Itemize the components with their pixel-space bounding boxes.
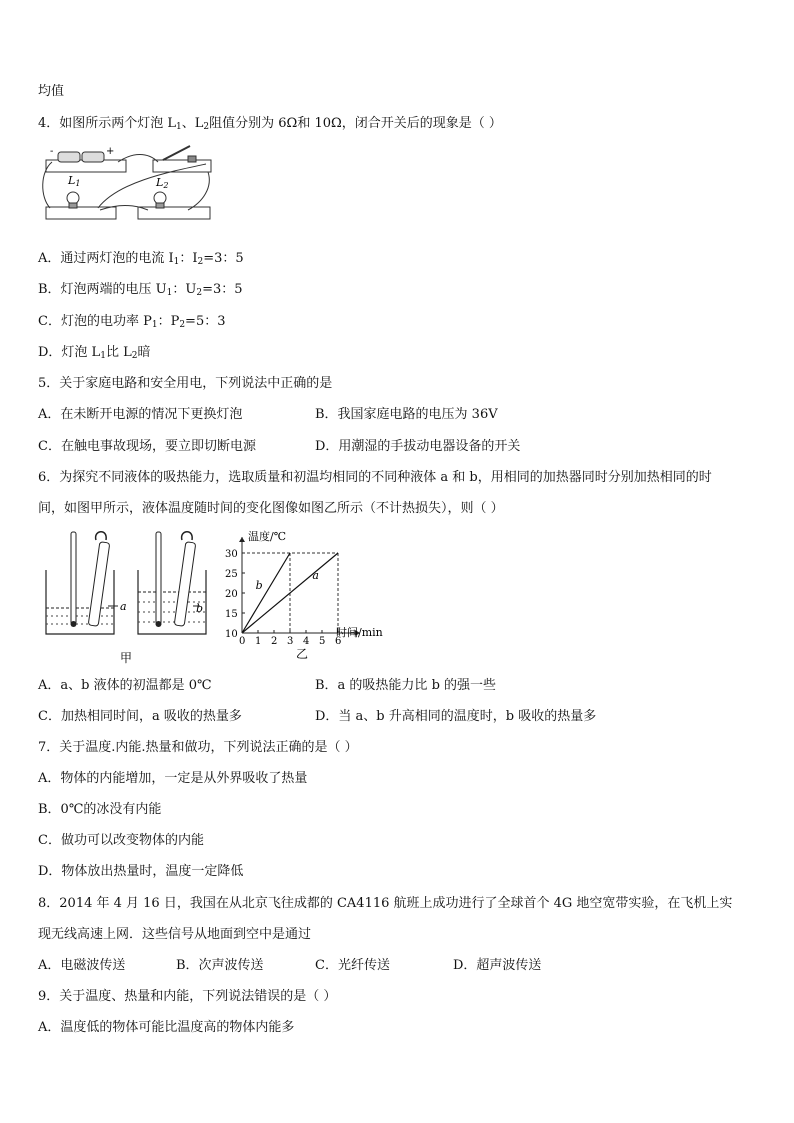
x-tick-label: 5: [319, 636, 326, 647]
q5-option-d: D．用潮湿的手拔动电器设备的开关: [315, 439, 521, 454]
battery-cell-2: [82, 152, 104, 162]
thermometer-b-bulb: [156, 621, 162, 627]
q4-stem-mid: 、L: [181, 116, 204, 131]
x-tick-label: 2: [271, 636, 278, 647]
q4-option-b: B．灯泡两端的电压 $U_1$：$U_2=3$：5: [38, 282, 243, 298]
q4-stem-pre: 4．如图所示两个灯泡 L: [38, 116, 177, 131]
switch-contact: [188, 156, 196, 162]
q8-stem-line-1: 8．2014 年 4 月 16 日，我国在从北京飞往成都的 CA4116 航班上成功进行了全球首个 4G 地空宽带实验，在飞机上实: [38, 896, 733, 911]
q7-option-d: D．物体放出热量时，温度一定降低: [38, 864, 244, 879]
q4-circuit-figure: [38, 142, 218, 242]
x-tick-label: 1: [255, 636, 262, 647]
q4-option-c: C．灯泡的电功率 $P_1$：$P_2=5$：3: [38, 314, 226, 330]
q8-stem-line-2: 现无线高速上网．这些信号从地面到空中是通过: [38, 927, 312, 942]
chart-series-a-label: a: [312, 569, 319, 582]
q8-option-c: C．光纤传送: [315, 958, 390, 973]
q6-options-row-1: [38, 677, 758, 695]
lamp-l2-board: [138, 207, 210, 219]
heater-a: [88, 542, 110, 627]
chart-series-b-label: b: [255, 579, 263, 592]
thermometer-a-bulb: [71, 621, 77, 627]
q7-option-a: A．物体的内能增加，一定是从外界吸收了热量: [38, 771, 308, 786]
q5-stem: 5．关于家庭电路和安全用电，下列说法中正确的是: [38, 376, 333, 391]
battery-minus-label: -: [50, 146, 54, 157]
y-tick-label: 20: [225, 589, 238, 600]
y-tick-label: 30: [225, 549, 238, 560]
header-fragment: 均值: [38, 84, 65, 99]
wire-5: [188, 172, 209, 210]
lamp-l1-bulb: [67, 192, 79, 204]
q6-option-b: B．a 的吸热能力比 b 的强一些: [315, 678, 497, 693]
q4-sub1: 1: [176, 122, 182, 132]
heater-a-cord: [96, 532, 107, 540]
thermometer-a: [71, 532, 76, 624]
q6-temperature-chart: [218, 530, 383, 668]
heater-b-cord: [182, 532, 193, 540]
q7-option-b: B．0℃的冰没有内能: [38, 802, 162, 817]
series-line-b: [242, 553, 290, 633]
q8-options-row: [38, 957, 758, 975]
q7-option-c: C．做功可以改变物体的内能: [38, 833, 204, 848]
x-tick-label: 6: [335, 636, 342, 647]
lamp-l2-label: L2: [156, 176, 169, 190]
y-tick-label: 15: [225, 609, 238, 620]
q9-stem: 9．关于温度、热量和内能，下列说法错误的是（ ）: [38, 989, 337, 1004]
figure-yi-label: 乙: [296, 647, 309, 661]
beaker-a-label: a: [120, 600, 127, 613]
x-tick-label: 3: [287, 636, 294, 647]
chart-x-axis-label: 时间/min: [336, 626, 383, 639]
q4-option-a: A．通过两灯泡的电流 $I_1$：$I_2=3$：5: [38, 251, 244, 267]
x-tick-label: 0: [239, 636, 246, 647]
q6-beakers-figure: [38, 530, 228, 668]
lamp-l2-bulb: [154, 192, 166, 204]
switch-board: [153, 160, 211, 172]
chart-y-axis-label: 温度/℃: [248, 530, 287, 543]
lamp-l1-label: L1: [68, 174, 81, 188]
y-axis-arrow: [239, 537, 245, 542]
q8-option-d: D．超声波传送: [453, 958, 542, 973]
q4-option-d: D．灯泡 $L_1$比 $L_2$暗: [38, 345, 151, 361]
q5-option-c: C．在触电事故现场，要立即切断电源: [38, 439, 256, 454]
q4-stem: [38, 115, 502, 136]
q5-options-row-1: [38, 406, 758, 424]
q7-stem: 7．关于温度.内能.热量和做功，下列说法正确的是（ ）: [38, 740, 358, 755]
q5-option-a: A．在未断开电源的情况下更换灯泡: [38, 407, 243, 422]
battery-cell-1: [58, 152, 80, 162]
q6-stem-line-2: 间，如图甲所示，液体温度随时间的变化图像如图乙所示（不计热损失），则（ ）: [38, 501, 504, 516]
q6-option-a: A．a、b 液体的初温都是 0℃: [38, 678, 212, 693]
q5-options-row-2: [38, 438, 758, 456]
q4-stem-post: 阻值分别为 6Ω和 10Ω，闭合开关后的现象是（ ）: [209, 116, 502, 131]
y-tick-label: 25: [225, 569, 238, 580]
q9-option-a: A．温度低的物体可能比温度高的物体内能多: [38, 1020, 295, 1035]
battery-plus-label: +: [106, 146, 115, 157]
q6-stem-line-1: 6．为探究不同液体的吸热能力，选取质量和初温均相同的不同种液体 a 和 b，用相同的加热器同时分别加热相同的时: [38, 470, 712, 485]
lamp-l2-base: [156, 203, 164, 208]
q4-sub2: 2: [203, 122, 210, 132]
lamp-l1-base: [69, 203, 77, 208]
figure-jia-label: 甲: [120, 651, 133, 665]
q8-option-a: A．电磁波传送: [38, 958, 126, 973]
x-tick-label: 4: [303, 636, 310, 647]
q6-options-row-2: [38, 708, 758, 726]
switch-lever: [163, 146, 190, 160]
heater-b: [174, 542, 196, 627]
q5-option-b: B．我国家庭电路的电压为 36V: [315, 407, 498, 422]
y-tick-label: 10: [225, 629, 238, 640]
q6-option-d: D．当 a、b 升高相同的温度时，b 吸收的热量多: [315, 709, 597, 724]
beaker-b-label: b: [196, 602, 204, 615]
q8-option-b: B．次声波传送: [176, 958, 264, 973]
q6-option-c: C．加热相同时间，a 吸收的热量多: [38, 709, 242, 724]
thermometer-b: [156, 532, 161, 624]
